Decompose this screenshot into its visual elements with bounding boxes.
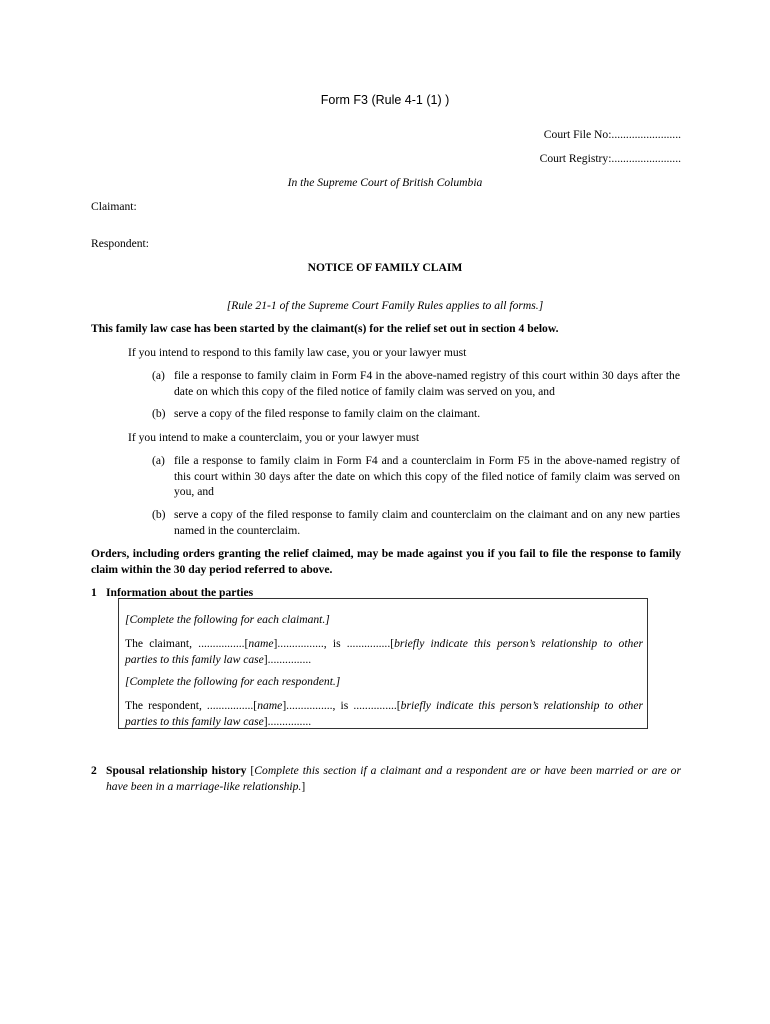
item-text: file a response to family claim in Form F4 in the above-named registry of this court within 30 days after the date on which this copy of the filed notice of family claim was served on you, and bbox=[174, 369, 680, 398]
bracket-open: [ bbox=[250, 764, 255, 777]
respond-item-a bbox=[152, 368, 680, 400]
form-title: Form F3 (Rule 4-1 (1) ) bbox=[320, 93, 450, 107]
respond-intro: If you intend to respond to this family law case, you or your lawyer must bbox=[128, 346, 467, 359]
court-name: In the Supreme Court of British Columbia bbox=[287, 176, 483, 189]
claimant-label: Claimant: bbox=[91, 200, 137, 213]
name-hint: name bbox=[257, 699, 283, 712]
section-2-note: Complete this section if a claimant and a respondent are or have been married or are or have been in a marriage-like relationship. bbox=[106, 764, 681, 793]
claimant-suffix: ]............... bbox=[263, 652, 312, 666]
name-hint: name bbox=[248, 637, 274, 650]
counter-item-b bbox=[152, 507, 680, 539]
respondent-prefix: The respondent, ................[ bbox=[125, 699, 258, 712]
respondent-line bbox=[125, 698, 643, 729]
rule-note: [Rule 21-1 of the Supreme Court Family Rules applies to all forms.] bbox=[226, 299, 544, 312]
respondent-instruction: [Complete the following for each respondent.] bbox=[125, 675, 341, 688]
court-file-no: Court File No:........................ bbox=[543, 128, 681, 141]
claimant-instruction: [Complete the following for each claimant.] bbox=[125, 613, 330, 626]
respondent-label: Respondent: bbox=[91, 237, 149, 250]
claimant-line bbox=[125, 636, 643, 667]
item-label: (b) bbox=[152, 508, 166, 521]
bracket-close: ] bbox=[301, 779, 306, 793]
relationship-hint: briefly indicate this person’s relationship to other parties to this family law case bbox=[125, 637, 643, 666]
item-text: serve a copy of the filed response to family claim on the claimant. bbox=[174, 407, 481, 420]
counter-item-a bbox=[152, 453, 680, 501]
item-text: serve a copy of the filed response to family claim and counterclaim on the claimant and on any new parties named in the counterclaim. bbox=[174, 508, 680, 537]
respondent-mid: ]................, is ...............[ bbox=[282, 699, 401, 712]
item-text: file a response to family claim in Form F4 and a counterclaim in Form F5 in the above-named registry of this court within 30 days after the date on which this copy of the filed notice of family claim was served on you, and bbox=[174, 454, 680, 498]
section-2-text bbox=[106, 763, 681, 794]
relationship-hint: briefly indicate this person’s relationship to other parties to this family law case bbox=[125, 699, 643, 728]
claimant-mid: ]................, is ...............[ bbox=[273, 637, 395, 650]
respondent-suffix: ]............... bbox=[263, 714, 312, 728]
section-number: 2 bbox=[91, 764, 97, 777]
notice-title: NOTICE OF FAMILY CLAIM bbox=[307, 261, 463, 274]
section-title: Information about the parties bbox=[106, 586, 254, 599]
item-label: (a) bbox=[152, 454, 165, 467]
section-2 bbox=[91, 763, 681, 797]
intro-statement: This family law case has been started by the claimant(s) for the relief set out in section 4 below. bbox=[91, 322, 559, 335]
item-label: (b) bbox=[152, 407, 166, 420]
parties-box bbox=[118, 598, 648, 729]
warning-statement: Orders, including orders granting the relief claimed, may be made against you if you fail to file the response to family claim within the 30 day period referred to above. bbox=[91, 547, 681, 576]
respond-item-b bbox=[152, 406, 680, 422]
item-label: (a) bbox=[152, 369, 165, 382]
court-registry: Court Registry:........................ bbox=[539, 152, 681, 165]
counter-intro: If you intend to make a counterclaim, you or your lawyer must bbox=[128, 431, 420, 444]
claimant-prefix: The claimant, ................[ bbox=[125, 637, 249, 650]
section-number: 1 bbox=[91, 586, 97, 599]
section-title: Spousal relationship history bbox=[106, 764, 247, 777]
